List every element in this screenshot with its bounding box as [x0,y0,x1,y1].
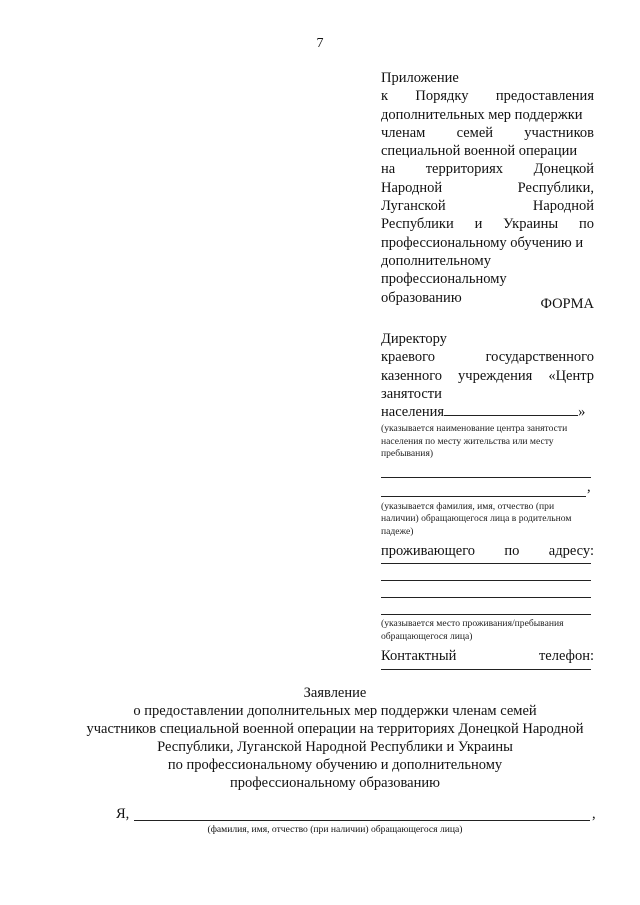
appendix-line: дополнительных мер поддержки [381,106,583,123]
applicant-name-field[interactable] [134,820,590,821]
appendix-line: членам семей участников [381,124,594,141]
addressee-line: Директору [381,331,447,347]
appendix-line: на территориях Донецкой [381,161,594,178]
page-number: 7 [316,36,324,51]
fio-field-line[interactable] [381,477,591,478]
appendix-line: Приложение [381,70,459,86]
address-field-line[interactable] [381,597,591,598]
ya-prefix: Я, [116,806,130,822]
center-name-row: населения » [381,404,586,421]
address-field-line[interactable] [381,580,591,581]
addressee-line: казенного учреждения «Центр [381,367,594,384]
form-label: ФОРМА [540,296,594,312]
ya-row [116,806,596,823]
addressee-block [381,330,594,670]
ya-comma: , [592,806,596,822]
phone-line: Контактный телефон: [381,648,594,665]
appendix-line: образованию [381,289,462,306]
center-name-note: (указывается наименование центра занятости населения по месту жительства или месту пребывания) [381,423,568,460]
appendix-line: профессиональному [381,271,507,288]
statement-title: Заявление [303,685,367,701]
center-name-field[interactable] [444,415,578,416]
appendix-line: к Порядку предоставления [381,88,594,105]
fio-field[interactable] [381,482,586,497]
statement-line: Республики, Луганской Народной Республики и Украины [157,739,513,755]
statement-line: по профессиональному обучению и дополнительному [167,757,503,773]
appendix-block [381,69,594,307]
appendix-line: Народной Республики, [381,179,594,196]
address-note: (указывается место проживания/пребывания обращающегося лица) [381,618,564,642]
statement-line: участников специальной военной операции на территориях Донецкой Народной [86,721,584,737]
statement-line: о предоставлении дополнительных мер поддержки членам семей [133,703,537,719]
address-field-line[interactable] [381,614,591,615]
fio-note: (указывается фамилия, имя, отчество (при наличии) обращающегося лица в родительном падеже) [381,500,572,537]
statement-title-block [0,684,640,792]
appendix-line: дополнительному [381,252,491,269]
applicant-name-caption: (фамилия, имя, отчество (при наличии) обращающегося лица) [207,824,463,835]
appendix-line: специальной военной операции [381,143,578,160]
appendix-line: Луганской Народной [381,198,594,215]
residing-line: проживающего по адресу: [381,542,594,559]
appendix-line: профессиональному обучению и [381,234,584,251]
statement-line: профессиональному образованию [230,775,440,791]
fio-field-row: , [381,482,594,498]
addressee-line: занятости [381,385,442,402]
appendix-line: Республики и Украины по [381,216,594,233]
addressee-line: краевого государственного [381,349,594,366]
address-field-line[interactable] [381,563,591,564]
phone-field-line[interactable] [381,669,591,670]
